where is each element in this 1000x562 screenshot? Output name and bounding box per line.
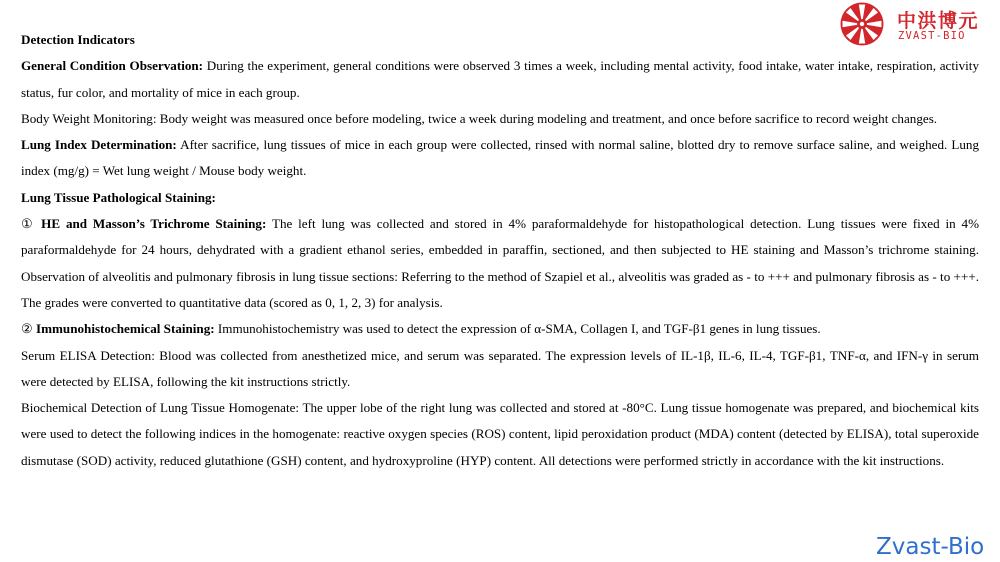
serum-elisa-paragraph: Serum ELISA Detection: Blood was collected from anesthetized mice, and serum was separated. The expression levels of IL-1β, IL-6, IL-4, TGF-β1, TNF-α, and IFN-γ in serum were detected by ELISA, following the kit instructions strictly. bbox=[21, 347, 979, 389]
document-body bbox=[21, 27, 979, 474]
ihc-marker: ② bbox=[21, 321, 37, 337]
general-condition-text: During the experiment, general conditions were observed 3 times a week, including mental activity, food intake, water intake, respiration, activity status, fur color, and mortality of mice in each group. bbox=[21, 58, 979, 100]
lung-index-label: Lung Index Determination: bbox=[21, 137, 177, 153]
ihc-paragraph bbox=[21, 316, 979, 342]
biochemical-paragraph: Biochemical Detection of Lung Tissue Homogenate: The upper lobe of the right lung was collected and stored at -80°C. Lung tissue homogenate was prepared, and biochemical kits were used to detect the following indices in the homogenate: reactive oxygen species (ROS) content, lipid peroxidation product (MDA) content (detected by ELISA), total superoxide dismutase (SOD) activity, reduced glutathione (GSH) content, and hydroxyproline (HYP) content. All detections were performed strictly in accordance with the kit instructions. bbox=[21, 400, 979, 468]
lung-index-paragraph bbox=[21, 132, 979, 185]
he-masson-text: The left lung was collected and stored in 4% paraformaldehyde for histopathological detection. Lung tissues were fixed in 4% paraformaldehyde for 24 hours, dehydrated with a gradient ethanol series, embedded in paraffin, sectioned, and then subjected to HE staining and Masson’s trichrome staining. Observation of alveolitis and pulmonary fibrosis in lung tissue sections: Referring to the method of Szapiel et al., alveolitis was graded as - to +++ and pulmonary fibrosis as - to +++. The grades were converted to quantitative data (scored as 0, 1, 2, 3) for analysis. bbox=[21, 216, 979, 310]
general-condition-label: General Condition Observation: bbox=[21, 58, 204, 74]
pathology-heading: Lung Tissue Pathological Staining: bbox=[21, 189, 216, 205]
brand-watermark: Zvast-Bio bbox=[876, 534, 985, 560]
section-heading: Detection Indicators bbox=[21, 32, 135, 47]
ihc-label: Immunohistochemical Staining: bbox=[36, 321, 215, 337]
lung-index-text: After sacrifice, lung tissues of mice in each group were collected, rinsed with normal saline, blotted dry to remove surface saline, and weighed. Lung index (mg/g) = Wet lung weight / Mouse body weight. bbox=[21, 137, 979, 179]
he-masson-marker: ① bbox=[21, 216, 42, 232]
ihc-text: Immunohistochemistry was used to detect the expression of α-SMA, Collagen I, and TGF-β1 genes in lung tissues. bbox=[214, 321, 821, 337]
he-masson-label: HE and Masson’s Trichrome Staining: bbox=[41, 216, 267, 232]
brand-name-cn: 中洪博元 bbox=[897, 10, 980, 32]
general-condition-paragraph bbox=[21, 53, 979, 106]
he-masson-paragraph bbox=[21, 211, 979, 316]
body-weight-paragraph: Body Weight Monitoring: Body weight was measured once before modeling, twice a week during modeling and treatment, and once before sacrifice to record weight changes. bbox=[21, 110, 938, 126]
brand-name-en: ZVAST-BIO bbox=[898, 30, 966, 42]
